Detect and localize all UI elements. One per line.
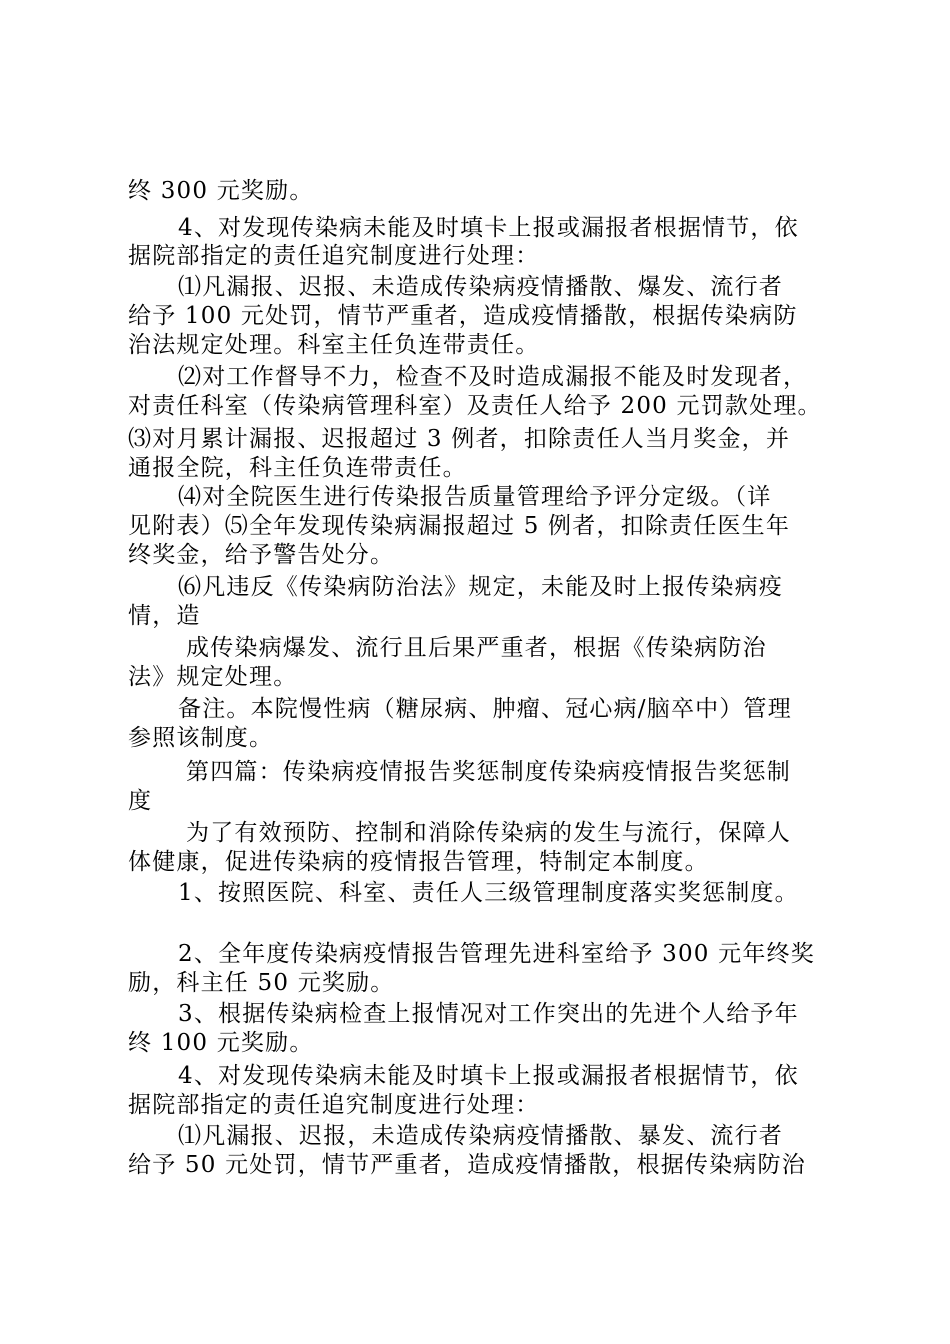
text-line: 4、对发现传染病未能及时填卡上报或漏报者根据情节，依: [178, 1063, 799, 1089]
text-line: 通报全院，科主任负连带责任。: [128, 455, 467, 481]
text-line: ⑵对工作督导不力，检查不及时造成漏报不能及时发现者，: [178, 364, 808, 390]
text-line: 终 300 元奖励。: [128, 178, 314, 204]
text-line: 对责任科室（传染病管理科室）及责任人给予 200 元罚款处理。: [128, 393, 822, 419]
text-line: 终奖金，给予警告处分。: [128, 542, 395, 568]
text-line: 2、全年度传染病疫情报告管理先进科室给予 300 元年终奖: [178, 941, 815, 967]
text-line: 情，造: [128, 603, 201, 629]
text-line: 1、按照医院、科室、责任人三级管理制度落实奖惩制度。: [178, 880, 799, 906]
text-line: 见附表）⑸全年发现传染病漏报超过 5 例者，扣除责任医生年: [128, 513, 791, 539]
text-line: 3、根据传染病检查上报情况对工作突出的先进个人给予年: [178, 1001, 799, 1027]
text-line: 励，科主任 50 元奖励。: [128, 970, 395, 996]
text-line: 法》规定处理。: [128, 664, 298, 690]
text-line: 给予 50 元处罚，情节严重者，造成疫情播散，根据传染病防治: [128, 1152, 806, 1178]
text-line: ⑹凡违反《传染病防治法》规定，未能及时上报传染病疫: [178, 574, 783, 600]
text-line: 终 100 元奖励。: [128, 1030, 314, 1056]
text-line: 4、对发现传染病未能及时填卡上报或漏报者根据情节，依: [178, 215, 799, 241]
text-line: 为了有效预防、控制和消除传染病的发生与流行，保障人: [186, 820, 791, 846]
text-line: 给予 100 元处罚，情节严重者，造成疫情播散，根据传染病防: [128, 303, 798, 329]
text-line: ⑶对月累计漏报、迟报超过 3 例者，扣除责任人当月奖金，并: [128, 426, 791, 452]
text-line: 度: [128, 788, 153, 814]
text-line: 成传染病爆发、流行且后果严重者，根据《传染病防治: [186, 635, 767, 661]
text-line: 参照该制度。: [128, 725, 274, 751]
text-line: ⑴凡漏报、迟报，未造成传染病疫情播散、暴发、流行者: [178, 1123, 783, 1149]
text-line: 据院部指定的责任追究制度进行处理：: [128, 243, 540, 269]
text-line: 第四篇：传染病疫情报告奖惩制度传染病疫情报告奖惩制: [186, 759, 791, 785]
text-line: 治法规定处理。科室主任负连带责任。: [128, 332, 540, 358]
text-line: 据院部指定的责任追究制度进行处理：: [128, 1092, 540, 1118]
text-line: 体健康，促进传染病的疫情报告管理，特制定本制度。: [128, 849, 709, 875]
text-line: ⑷对全院医生进行传染报告质量管理给予评分定级。（详: [178, 484, 772, 510]
text-line: ⑴凡漏报、迟报、未造成传染病疫情播散、爆发、流行者: [178, 274, 783, 300]
text-line: 备注。本院慢性病（糖尿病、肿瘤、冠心病/脑卒中）管理: [178, 696, 792, 722]
